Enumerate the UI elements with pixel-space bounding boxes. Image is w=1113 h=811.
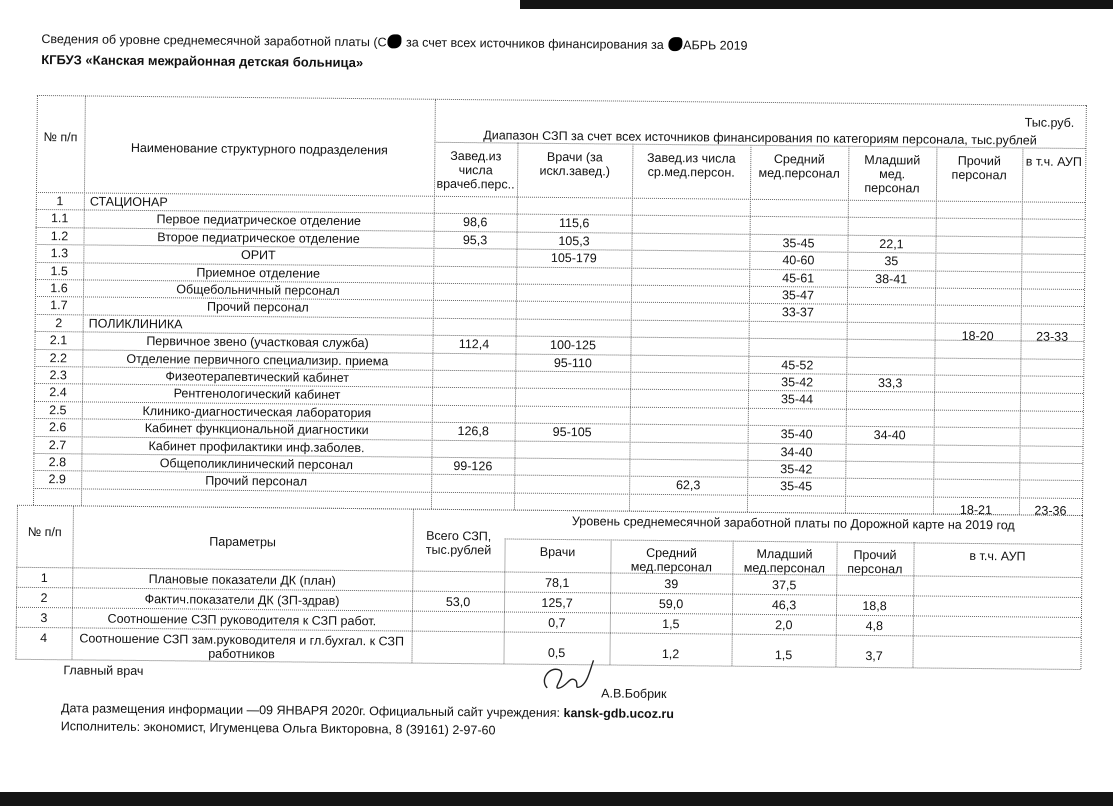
value-cell: 95,3 <box>433 233 516 248</box>
row-number: 2.3 <box>34 368 82 382</box>
column-header: Врачи <box>506 545 608 560</box>
value-cell: 53,0 <box>412 595 504 610</box>
row-name: Общебольничный персонал <box>83 281 433 298</box>
value-cell: 35-47 <box>749 288 847 303</box>
grid-line <box>629 144 634 511</box>
row-number: 1.6 <box>35 281 83 295</box>
roadmap-header: Уровень среднемесячной заработной платы по Дорожной карте на 2019 год <box>505 514 1082 534</box>
column-header: Завед.из числа ср.мед.персон. <box>634 151 748 180</box>
value-cell: 35-42 <box>747 462 845 477</box>
value-cell: 2,0 <box>732 618 836 633</box>
ink-blot-icon <box>388 34 402 48</box>
value-cell: 18-21 <box>933 502 1019 517</box>
organization-name: КГБУЗ «Канская межрайонная детская больница» <box>41 53 363 70</box>
value-cell: 37,5 <box>732 578 836 593</box>
section-title: ПОЛИКЛИНИКА <box>89 316 183 331</box>
value-cell: 100-125 <box>515 338 630 353</box>
section-title: СТАЦИОНАР <box>90 194 168 209</box>
row-name: Прочий персонал <box>83 299 433 316</box>
row-number: 1.1 <box>36 211 84 225</box>
value-cell: 35-45 <box>749 236 847 251</box>
value-cell: 1,2 <box>610 647 732 662</box>
row-number: 2.9 <box>33 472 81 486</box>
value-cell: 126,8 <box>432 424 515 439</box>
column-header: Младший мед. персонал <box>850 153 934 196</box>
value-cell: 23-36 <box>1019 503 1082 518</box>
value-cell: 112,4 <box>432 337 515 352</box>
executor-info: Исполнитель: экономист, Игуменцева Ольга Викторовна, 8 (39161) 2-97-60 <box>61 719 496 737</box>
column-header: в т.ч. АУП <box>915 549 1079 565</box>
row-number: 1.7 <box>35 298 83 312</box>
value-cell: 34-40 <box>846 428 934 443</box>
value-cell: 1,5 <box>610 617 732 632</box>
value-cell: 35-45 <box>747 479 845 494</box>
value-cell: 95-110 <box>515 355 630 370</box>
value-cell: 125,7 <box>504 596 610 611</box>
row-number: 2.1 <box>34 333 82 347</box>
value-cell: 35 <box>847 254 935 269</box>
value-cell: 35-40 <box>748 427 846 442</box>
grid-line <box>505 539 1082 546</box>
column-header-number: № п/п <box>17 525 73 540</box>
parameter-name: Плановые показатели ДК (план) <box>72 572 412 589</box>
row-number: 2.7 <box>33 438 81 452</box>
column-header-params: Параметры <box>73 534 413 551</box>
row-number: 1.2 <box>35 229 83 243</box>
row-name: Отделение первичного специализир. приема <box>82 351 432 368</box>
chief-label: Главный врач <box>63 663 143 678</box>
value-cell: 62,3 <box>629 478 747 493</box>
column-header: в т.ч. АУП <box>1024 154 1083 169</box>
value-cell: 4,8 <box>836 619 913 634</box>
row-name: Прочий персонал <box>81 473 431 490</box>
scan-edge-bottom <box>0 792 1113 806</box>
row-number: 2.6 <box>34 420 82 434</box>
row-name: Кабинет профилактики инф.заболев. <box>81 438 431 455</box>
row-number: 4 <box>16 631 72 646</box>
row-name: Второе педиатрическое отделение <box>83 229 433 246</box>
column-header: Средний мед.персонал <box>752 152 846 181</box>
value-cell: 45-61 <box>749 270 847 285</box>
value-cell: 23-33 <box>1021 329 1084 344</box>
value-cell: 0,5 <box>504 646 610 661</box>
value-cell: 1,5 <box>731 648 835 663</box>
value-cell: 38-41 <box>847 271 935 286</box>
row-name: Общеполиклинический персонал <box>81 455 431 472</box>
grid-line <box>33 488 1082 499</box>
report-title <box>41 31 747 53</box>
value-cell: 115,6 <box>517 216 632 231</box>
row-number: 1.5 <box>35 264 83 278</box>
grid-line <box>845 146 850 513</box>
ink-blot-icon <box>668 37 682 51</box>
value-cell: 34-40 <box>747 444 845 459</box>
row-number: 2.2 <box>34 351 82 365</box>
parameter-name: Соотношение СЗП зам.руководителя и гл.бухгал. к СЗП работников <box>71 632 411 663</box>
title-part-3: АБРЬ 2019 <box>683 38 748 53</box>
row-number: 2 <box>16 591 72 606</box>
value-cell: 22,1 <box>847 237 935 252</box>
row-name: Кабинет функциональной диагностики <box>82 421 432 438</box>
grid-line <box>35 314 1084 325</box>
value-cell: 78,1 <box>504 576 610 591</box>
value-cell: 0,7 <box>504 616 610 631</box>
signature-icon <box>537 650 607 701</box>
row-name: ОРИТ <box>83 247 433 264</box>
row-name: Физеотерапевтический кабинет <box>82 368 432 385</box>
row-name: Приемное отделение <box>83 264 433 281</box>
row-number: 1 <box>36 194 84 208</box>
value-cell: 33,3 <box>846 376 934 391</box>
value-cell: 105-179 <box>516 251 631 266</box>
value-cell: 35-44 <box>748 392 846 407</box>
row-number: 2 <box>35 316 83 330</box>
parameter-name: Соотношение СЗП руководителя к СЗП работ. <box>72 612 412 629</box>
value-cell: 40-60 <box>749 253 847 268</box>
value-cell: 45-52 <box>748 357 846 372</box>
units-label: Тыс.руб. <box>1025 115 1075 129</box>
value-cell: 95-105 <box>515 425 630 440</box>
value-cell: 98,6 <box>434 215 517 230</box>
value-cell: 3,7 <box>835 649 912 664</box>
column-header: Завед.из числа врачеб.перс.. <box>436 149 515 192</box>
row-name: Клинико-диагностическая лаборатория <box>82 403 432 420</box>
grid-line <box>514 143 519 510</box>
title-part-1: Сведения об уровне среднемесячной заработной платы (С <box>41 32 386 49</box>
column-header: Младший мед.персонал <box>734 547 834 576</box>
row-name: Первое педиатрическое отделение <box>84 212 434 229</box>
publication-date: Дата размещения информации —09 ЯНВАРЯ 2020г. Официальный сайт учреждения: <box>61 701 564 720</box>
grid-line <box>1080 515 1082 669</box>
column-header: Прочий персонал <box>838 548 911 577</box>
column-header: Средний мед.персонал <box>612 546 730 575</box>
row-name: Рентгенологический кабинет <box>82 386 432 403</box>
range-header: Диапазон СЗП за счет всех источников финансирования по категориям персонала, тыс.рублей <box>434 128 1085 148</box>
column-header-number: № п/п <box>36 130 84 144</box>
value-cell: 59,0 <box>610 597 732 612</box>
signer-name: А.В.Бобрик <box>601 686 666 701</box>
row-number: 2.5 <box>34 403 82 417</box>
column-header: Врачи (за искл.завед.) <box>519 150 630 179</box>
title-part-2: за счет всех источников финансирования за <box>402 35 667 52</box>
row-number: 1.3 <box>35 246 83 260</box>
row-name: Первичное звено (участковая служба) <box>82 334 432 351</box>
column-header: Всего СЗП, тыс.рублей <box>414 529 502 558</box>
column-header-name: Наименование структурного подразделения <box>84 140 434 157</box>
row-number: 1 <box>16 571 72 586</box>
parameter-name: Фактич.показатели ДК (ЗП-здрав) <box>72 592 412 609</box>
value-cell: 35-42 <box>748 375 846 390</box>
row-number: 3 <box>16 611 72 626</box>
value-cell: 18-20 <box>935 328 1021 343</box>
publication-info <box>61 701 674 721</box>
value-cell: 99-126 <box>431 459 514 474</box>
row-number: 2.4 <box>34 385 82 399</box>
grid-line <box>37 95 1086 106</box>
value-cell: 105,3 <box>516 233 631 248</box>
value-cell: 39 <box>610 577 732 592</box>
value-cell: 33-37 <box>749 305 847 320</box>
value-cell: 18,8 <box>836 599 913 614</box>
value-cell: 46,3 <box>732 598 836 613</box>
column-header: Прочий персонал <box>938 154 1020 183</box>
row-number: 2.8 <box>33 455 81 469</box>
website-link[interactable]: kansk-gdb.ucoz.ru <box>563 706 674 721</box>
